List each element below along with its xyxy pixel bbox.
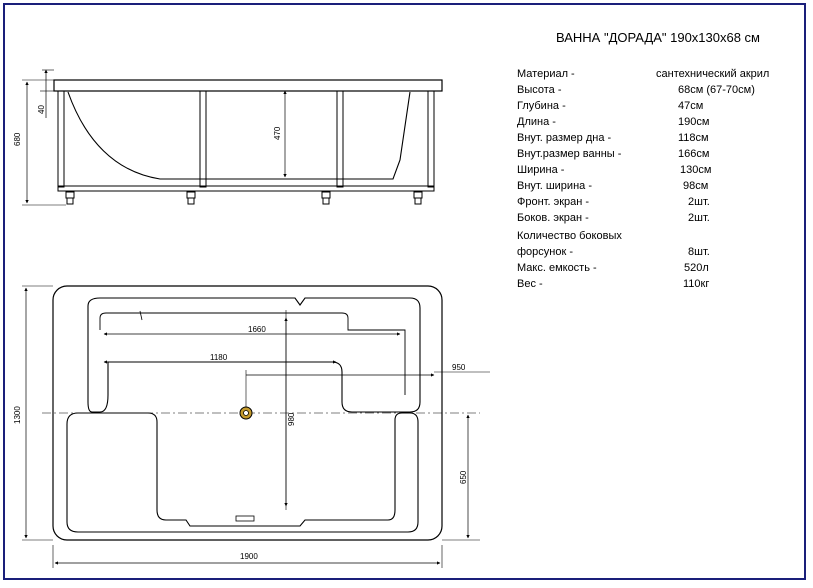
spec-value: 47см — [678, 100, 704, 112]
side-view — [22, 70, 442, 205]
spec-label: Макс. емкость - — [517, 262, 597, 274]
dim-top-width: 1300 — [13, 406, 22, 424]
spec-value: 130см — [680, 164, 712, 176]
drain-icon — [240, 407, 252, 419]
spec-value: 166см — [678, 148, 710, 160]
dim-side-total-height: 680 — [13, 132, 22, 146]
spec-value: 2шт. — [688, 196, 710, 208]
spec-label: Внут. ширина - — [517, 180, 592, 192]
dim-side-rim: 40 — [37, 105, 46, 114]
spec-value: 8шт. — [688, 246, 710, 258]
spec-label: Глубина - — [517, 100, 566, 112]
spec-label: Внут. размер дна - — [517, 132, 612, 144]
spec-value: 118см — [678, 132, 709, 144]
spec-label: Высота - — [517, 84, 562, 96]
spec-label: Материал - — [517, 68, 575, 80]
dim-top-length: 1900 — [240, 552, 258, 561]
dim-inner-length: 1660 — [248, 325, 266, 334]
spec-label: Длина - — [517, 116, 556, 128]
dim-half-width: 650 — [459, 470, 468, 484]
spec-label: Боков. экран - — [517, 212, 589, 224]
spec-value: сантехнический акрил — [656, 68, 770, 80]
dim-drain-offset: 950 — [452, 363, 466, 372]
feet — [66, 192, 422, 204]
spec-label: Вес - — [517, 278, 543, 290]
dim-side-depth: 470 — [273, 126, 282, 140]
product-title: ВАННА "ДОРАДА" 190х130х68 см — [556, 30, 760, 45]
spec-value: 110кг — [683, 278, 710, 290]
spec-value: 98см — [683, 180, 709, 192]
spec-label: Внут.размер ванны - — [517, 148, 622, 160]
dim-inner-width: 980 — [287, 412, 296, 426]
spec-value: 190см — [678, 116, 710, 128]
spec-label: Количество боковых — [517, 230, 622, 242]
spec-value: 520л — [684, 262, 709, 274]
spec-value: 2шт. — [688, 212, 710, 224]
spec-label: Ширина - — [517, 164, 565, 176]
spec-value: 68см (67-70см) — [678, 84, 755, 96]
spec-label: форсунок - — [517, 246, 574, 258]
dim-bottom-length: 1180 — [210, 353, 228, 362]
spec-label: Фронт. экран - — [517, 196, 590, 208]
